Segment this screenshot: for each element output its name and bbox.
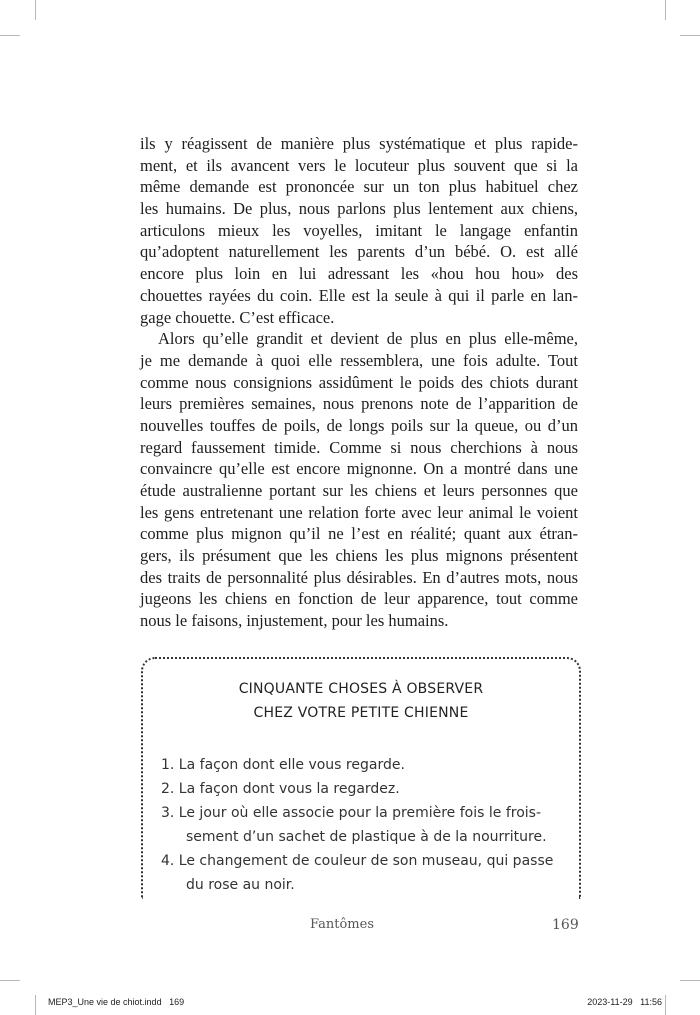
text-line: comme nous consignions assidûment le poids des chiots durant (140, 372, 578, 392)
crop-mark (35, 0, 36, 20)
crop-mark (0, 980, 20, 981)
slug-timestamp: 2023-11-29 11:56 (587, 997, 662, 1007)
text-line: comme plus mignon qu’il ne l’est en réalité; quant aux étran- (140, 524, 578, 544)
text-line: Alors qu’elle grandit et devient de plus en plus elle-même, (158, 329, 578, 349)
list-item: 1. La façon dont elle vous regarde. (161, 757, 405, 773)
text-line: leurs premières semaines, nous prenons note de l’apparition de (140, 394, 578, 414)
text-line: encore plus loin en lui adressant les «hou hou hou» des (140, 264, 578, 284)
list-item: 2. La façon dont vous la regardez. (161, 781, 400, 797)
crop-mark (35, 995, 36, 1015)
text-line: gage chouette. C’est efficace. (140, 307, 335, 327)
sidebar-box (141, 657, 581, 899)
body-text (140, 133, 578, 632)
crop-mark (680, 35, 700, 36)
crop-mark (680, 980, 700, 981)
text-line: nouvelles touffes de poils, de longs poils sur la queue, ou d’un (140, 415, 578, 435)
crop-mark (665, 995, 666, 1015)
page-number: 169 (552, 917, 579, 933)
text-line: je me demande à quoi elle ressemblera, une fois adulte. Tout (140, 350, 578, 370)
slug-filename: MEP3_Une vie de chiot.indd 169 (48, 997, 185, 1007)
crop-mark (665, 0, 666, 20)
list-item-continuation: sement d’un sachet de plastique à de la nourriture. (186, 829, 547, 845)
box-title: CINQUANTE CHOSES À OBSERVER (238, 681, 484, 697)
text-line: nous le faisons, injustement, pour les humains. (140, 611, 449, 631)
text-line: des traits de personnalité plus désirables. En d’autres mots, nous (140, 567, 578, 587)
text-line: chouettes rayées du coin. Elle est la seule à qui il parle en lan- (140, 285, 578, 305)
crop-mark (0, 35, 20, 36)
list-item: 4. Le changement de couleur de son museau, qui passe (161, 853, 554, 869)
running-head: Fantômes (310, 917, 375, 932)
box-title: CHEZ VOTRE PETITE CHIENNE (253, 705, 469, 721)
text-line: qu’adoptent naturellement les parents d’un bébé. O. est allé (140, 242, 578, 262)
text-line: articulons mieux les voyelles, imitant le langage enfantin (140, 220, 578, 240)
list-item-continuation: du rose au noir. (186, 877, 295, 893)
text-line: les gens entretenant une relation forte avec leur animal le voient (140, 502, 578, 522)
text-line: les humains. De plus, nous parlons plus lentement aux chiens, (140, 199, 578, 219)
text-line: même demande est prononcée sur un ton plus habituel chez (140, 177, 578, 197)
text-line: jugeons les chiens en fonction de leur apparence, tout comme (140, 589, 578, 609)
text-line: étude australienne portant sur les chiens et leurs personnes que (140, 481, 578, 500)
list-item: 3. Le jour où elle associe pour la première fois le frois- (161, 805, 541, 821)
text-line: regard faussement timide. Comme si nous cherchions à nous (140, 437, 578, 457)
text-line: gers, ils présument que les chiens les plus mignons présentent (140, 546, 578, 566)
text-line: convaincre qu’elle est encore mignonne. On a montré dans une (140, 459, 578, 479)
observation-list (161, 753, 571, 897)
text-line: ils y réagissent de manière plus systématique et plus rapide- (140, 134, 578, 153)
text-line: ment, et ils avancent vers le locuteur plus souvent que si la (140, 155, 578, 175)
